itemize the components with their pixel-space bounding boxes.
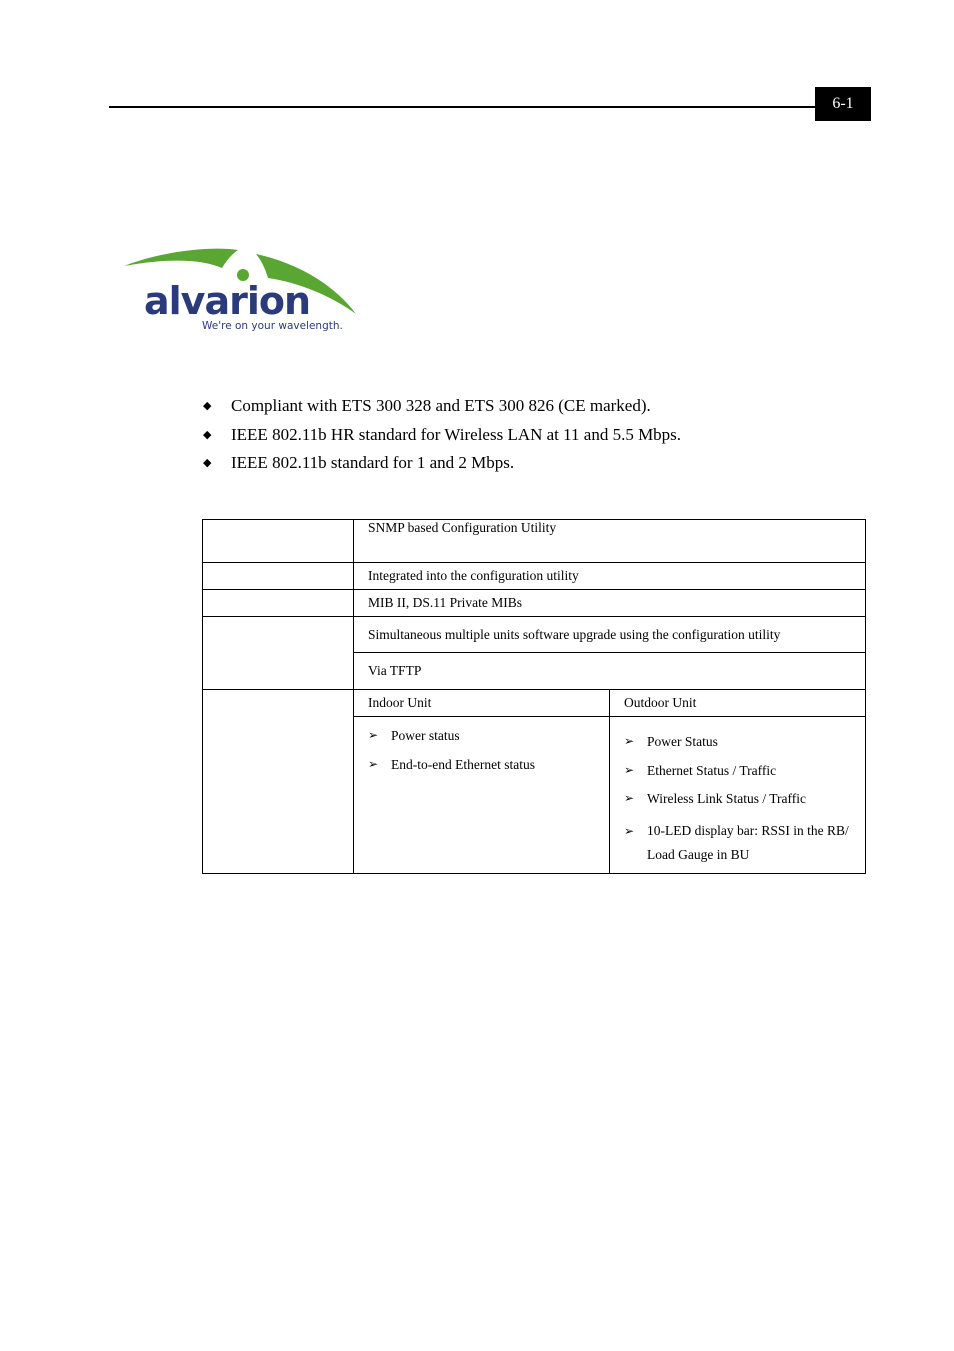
list-item <box>624 790 851 807</box>
diamond-bullet-icon: ◆ <box>203 428 212 441</box>
arrow-bullet-icon: ➢ <box>624 823 635 838</box>
table-row <box>203 563 866 590</box>
header-rule <box>109 106 815 108</box>
table-label-cell <box>203 520 354 563</box>
list-item-text: End-to-end Ethernet status <box>391 757 535 772</box>
table-row <box>203 617 866 653</box>
indoor-unit-cell <box>354 717 610 874</box>
table-cell-tftp: Via TFTP <box>354 653 866 690</box>
table-row <box>203 520 866 563</box>
bullet-text: IEEE 802.11b standard for 1 and 2 Mbps. <box>231 453 515 473</box>
list-item <box>624 733 851 750</box>
table-label-cell <box>203 690 354 874</box>
table-row <box>203 590 866 617</box>
list-item <box>624 762 851 779</box>
table-label-cell <box>203 617 354 690</box>
feature-bullet-list <box>203 392 681 478</box>
specifications-table <box>202 519 866 874</box>
alvarion-logo <box>122 246 362 336</box>
table-cell-mibs: MIB II, DS.11 Private MIBs <box>354 590 866 617</box>
arrow-bullet-icon: ➢ <box>624 791 635 805</box>
table-cell-integrated: Integrated into the configuration utility <box>354 563 866 590</box>
table-label-cell <box>203 563 354 590</box>
arrow-bullet-icon: ➢ <box>624 734 635 748</box>
table-cell-upgrade: Simultaneous multiple units software upgrade using the configuration utility <box>354 617 866 653</box>
arrow-bullet-icon: ➢ <box>368 757 379 771</box>
bullet-item <box>203 449 681 478</box>
list-item-text: 10-LED display bar: RSSI in the RB/ Load Gauge in BU <box>647 822 849 862</box>
table-row <box>203 690 866 717</box>
list-item <box>368 756 595 773</box>
outdoor-led-list <box>624 717 851 873</box>
diamond-bullet-icon: ◆ <box>203 400 212 413</box>
bullet-text: Compliant with ETS 300 328 and ETS 300 826 (CE marked). <box>231 396 651 416</box>
list-item-text: Wireless Link Status / Traffic <box>647 791 806 806</box>
list-item-text: Power Status <box>647 734 718 749</box>
outdoor-unit-cell <box>610 717 866 874</box>
bullet-item <box>203 392 681 421</box>
arrow-bullet-icon: ➢ <box>624 762 635 777</box>
diamond-bullet-icon: ◆ <box>203 457 212 470</box>
list-item <box>368 727 595 744</box>
bullet-item <box>203 421 681 450</box>
indoor-led-list <box>368 717 595 773</box>
arrow-bullet-icon: ➢ <box>368 728 379 742</box>
outdoor-unit-header: Outdoor Unit <box>610 690 866 717</box>
table-label-cell <box>203 590 354 617</box>
list-item <box>624 819 851 867</box>
list-item-text: Power status <box>391 728 460 743</box>
logo-left-swoosh <box>124 249 238 268</box>
bullet-text: IEEE 802.11b HR standard for Wireless LAN at 11 and 5.5 Mbps. <box>231 424 682 444</box>
list-item-text: Ethernet Status / Traffic <box>647 762 777 778</box>
indoor-unit-header: Indoor Unit <box>354 690 610 717</box>
logo-tagline: We're on your wavelength. <box>202 320 343 332</box>
logo-wordmark: alvarion <box>144 279 311 323</box>
page-number-badge: 6-1 <box>815 87 871 121</box>
table-cell-configuration: SNMP based Configuration Utility <box>354 520 866 563</box>
